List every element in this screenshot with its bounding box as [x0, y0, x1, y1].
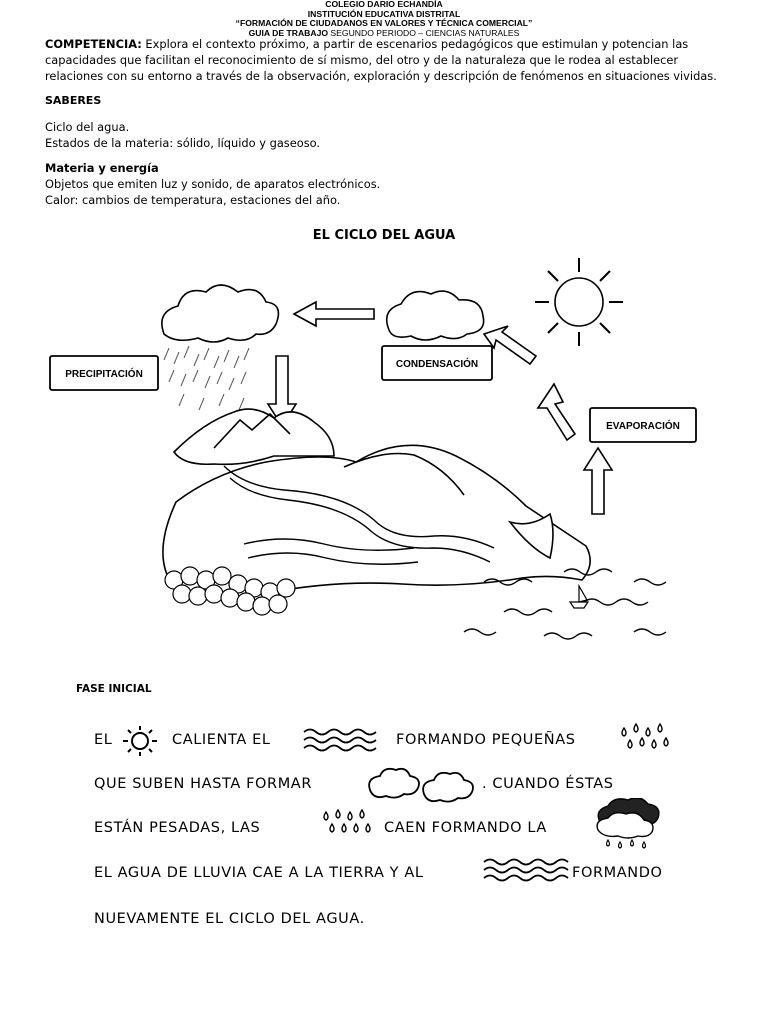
- activity-text: EL: [94, 732, 113, 748]
- activity-line-4: [94, 865, 424, 881]
- materia-title: Materia y energía: [45, 161, 159, 175]
- institution-name: INSTITUCIÓN EDUCATIVA DISTRITAL: [307, 8, 461, 19]
- water-cycle-diagram: [44, 252, 708, 652]
- materia-section: [45, 160, 735, 208]
- boat-icon: [570, 586, 588, 608]
- water-drops-icon: [616, 720, 672, 760]
- school-name: COLEGIO DARIO ECHANDÍA: [325, 0, 443, 9]
- activity-text: ESTÁN PESADAS, LAS: [94, 820, 261, 836]
- condensation-label: CONDENSACIÓN: [395, 359, 479, 370]
- diagram-title: EL CICLO DEL AGUA: [312, 228, 456, 243]
- sun-icon: [120, 724, 160, 758]
- activity-line-5: NUEVAMENTE EL CICLO DEL AGUA.: [94, 911, 365, 927]
- sun-icon: [555, 278, 603, 326]
- guide-label: GUIA DE TRABAJO: [248, 27, 329, 38]
- clouds-icon: [364, 764, 480, 804]
- arrow-up-vertical-icon: [584, 448, 612, 514]
- activity-text: CAEN FORMANDO LA: [384, 820, 547, 836]
- sea-waves-icon: [300, 722, 380, 754]
- activity-line-2b: [482, 776, 614, 792]
- saberes-list: [45, 119, 735, 151]
- sea-waves-icon: [464, 569, 666, 639]
- materia-item: Objetos que emiten luz y sonido, de aparatos electrónicos.: [45, 177, 381, 191]
- precipitation-label: PRECIPITACIÓN: [65, 369, 143, 380]
- sea-waves-icon: [480, 854, 570, 886]
- arrow-up-icon: [538, 384, 575, 440]
- activity-text: QUE SUBEN HASTA FORMAR: [94, 776, 312, 792]
- activity-text: FORMANDO: [572, 865, 663, 881]
- activity-line-1: [94, 732, 112, 748]
- saberes-title: SABERES: [45, 94, 102, 107]
- competencia-label: COMPETENCIA:: [45, 37, 142, 51]
- activity-text: FORMANDO PEQUEÑAS: [396, 732, 576, 748]
- activity-text: EL AGUA DE LLUVIA CAE A LA TIERRA Y AL: [94, 865, 424, 881]
- activity-line-1b: [172, 732, 271, 748]
- cloud-icon: [387, 291, 484, 340]
- rain-cloud-icon: [592, 798, 664, 854]
- rain-cloud-icon: [162, 285, 279, 342]
- fase-inicial-title: FASE INICIAL: [76, 683, 152, 695]
- saberes-item: Ciclo del agua.: [45, 120, 130, 134]
- activity-line-3b: [384, 820, 547, 836]
- activity-line-2: [94, 776, 312, 792]
- competencia-text: Explora el contexto próximo, a partir de escenarios pedagógicos que estimulan y potencian las capacidades que facilitan el reconocimiento de sí mismo, del otro y de la naturaleza que le rodea al establecer relaciones con su entorno a través de la observación, exploración y descripción de fenómenos en situaciones vividas.: [45, 37, 717, 83]
- rain-icon: [164, 346, 249, 410]
- activity-text: . CUANDO ÉSTAS: [482, 776, 614, 792]
- activity-line-4b: [572, 865, 662, 881]
- competencia-paragraph: [45, 36, 735, 84]
- document-header: [0, 0, 768, 38]
- activity-line-3: [94, 820, 260, 836]
- school-motto: “FORMACIÓN DE CIUDADANOS EN VALORES Y TÉCNICA COMERCIAL”: [235, 18, 533, 28]
- water-drops-icon: [316, 806, 376, 846]
- saberes-item: Estados de la materia: sólido, líquido y gaseoso.: [45, 136, 321, 150]
- guide-detail: SEGUNDO PERIODO – CIENCIAS NATURALES: [328, 27, 520, 38]
- arrow-left-icon: [294, 302, 374, 326]
- activity-line-1c: [396, 732, 576, 748]
- evaporation-label: EVAPORACIÓN: [606, 421, 680, 432]
- materia-item: Calor: cambios de temperatura, estaciones del año.: [45, 193, 341, 207]
- fill-in-activity: [72, 708, 690, 940]
- activity-text: CALIENTA EL: [172, 732, 271, 748]
